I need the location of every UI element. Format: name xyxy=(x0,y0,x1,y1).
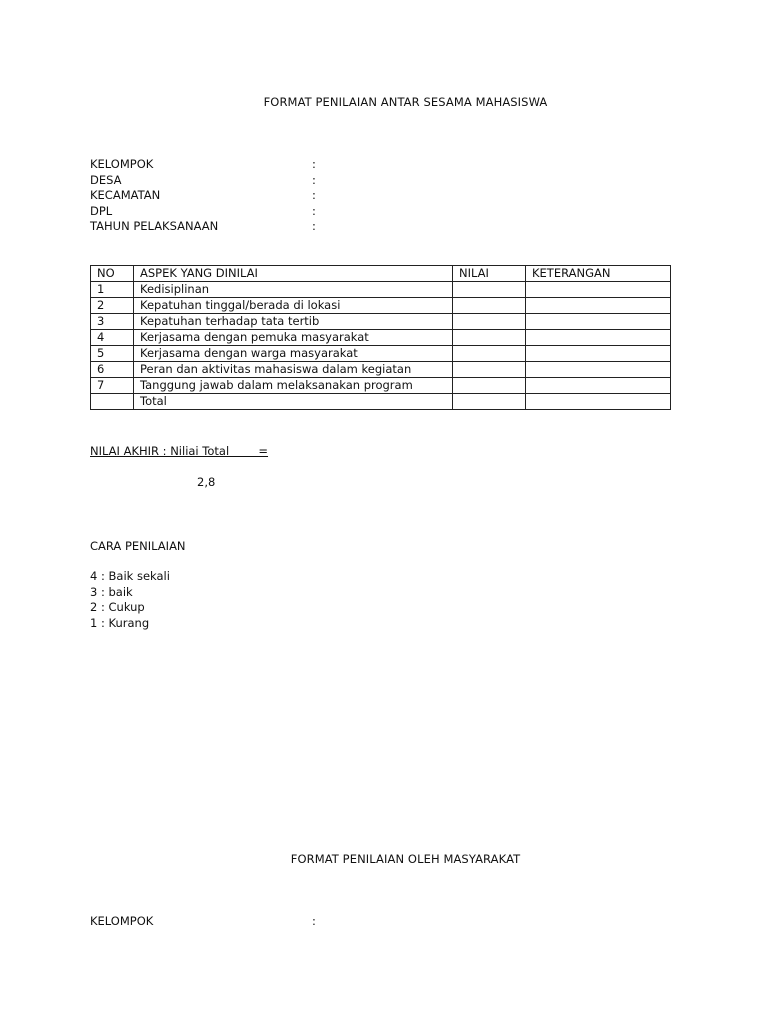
header-keterangan: KETERANGAN xyxy=(526,266,671,282)
field-label: DESA xyxy=(90,173,122,187)
scale-item: 2 : Cukup xyxy=(90,600,145,614)
cell-nilai[interactable] xyxy=(453,282,526,298)
cell-nilai[interactable] xyxy=(453,330,526,346)
field-colon: : xyxy=(312,914,316,928)
cell-total-label: Total xyxy=(134,394,453,410)
cell-aspek: Kedisiplinan xyxy=(134,282,453,298)
field-kecamatan xyxy=(90,188,350,204)
table-row xyxy=(91,330,671,346)
cell-total-nilai[interactable] xyxy=(453,394,526,410)
cell-nilai[interactable] xyxy=(453,378,526,394)
header-nilai: NILAI xyxy=(453,266,526,282)
cell-aspek: Kepatuhan tinggal/berada di lokasi xyxy=(134,298,453,314)
cell-no: 3 xyxy=(91,314,134,330)
field-desa xyxy=(90,173,350,189)
field-label: DPL xyxy=(90,204,113,218)
cell-nilai[interactable] xyxy=(453,362,526,378)
nilai-akhir-formula: NILAI AKHIR : Niliai Total = xyxy=(90,444,269,458)
table-row xyxy=(91,282,671,298)
cell-total-keterangan[interactable] xyxy=(526,394,671,410)
field-colon: : xyxy=(312,173,316,187)
cell-aspek: Kepatuhan terhadap tata tertib xyxy=(134,314,453,330)
assessment-table xyxy=(90,265,671,410)
cell-aspek: Kerjasama dengan warga masyarakat xyxy=(134,346,453,362)
scale-list xyxy=(90,569,170,631)
cell-keterangan[interactable] xyxy=(526,362,671,378)
cell-keterangan[interactable] xyxy=(526,314,671,330)
table-header-row xyxy=(91,266,671,282)
field-kelompok-2 xyxy=(90,914,350,930)
field-label: KECAMATAN xyxy=(90,188,161,202)
cell-keterangan[interactable] xyxy=(526,346,671,362)
table-row xyxy=(91,314,671,330)
cell-no: 1 xyxy=(91,282,134,298)
cell-no xyxy=(91,394,134,410)
header-no: NO xyxy=(91,266,134,282)
field-dpl xyxy=(90,204,350,220)
scale-item: 1 : Kurang xyxy=(90,615,150,630)
nilai-akhir-value: 2,8 xyxy=(197,475,216,489)
section1-title: FORMAT PENILAIAN ANTAR SESAMA MAHASISWA xyxy=(263,95,548,109)
table-row xyxy=(91,346,671,362)
cell-keterangan[interactable] xyxy=(526,282,671,298)
field-colon: : xyxy=(312,219,316,233)
field-label: KELOMPOK xyxy=(90,914,154,928)
scale-item: 4 : Baik sekali xyxy=(90,569,170,583)
field-colon: : xyxy=(312,204,316,218)
cell-no: 4 xyxy=(91,330,134,346)
cell-keterangan[interactable] xyxy=(526,330,671,346)
table-row xyxy=(91,378,671,394)
field-tahun-pelaksanaan xyxy=(90,219,350,235)
cell-no: 5 xyxy=(91,346,134,362)
table-row xyxy=(91,362,671,378)
header-aspek: ASPEK YANG DINILAI xyxy=(134,266,453,282)
cell-nilai[interactable] xyxy=(453,314,526,330)
section2-title: FORMAT PENILAIAN OLEH MASYARAKAT xyxy=(290,852,521,866)
field-label: TAHUN PELAKSANAAN xyxy=(90,219,219,233)
cell-no: 6 xyxy=(91,362,134,378)
cell-aspek: Kerjasama dengan pemuka masyarakat xyxy=(134,330,453,346)
cell-aspek: Peran dan aktivitas mahasiswa dalam kegiatan xyxy=(134,362,453,378)
cara-penilaian-heading: CARA PENILAIAN xyxy=(90,539,186,553)
scale-item: 3 : baik xyxy=(90,584,133,599)
cell-nilai[interactable] xyxy=(453,298,526,314)
cell-keterangan[interactable] xyxy=(526,378,671,394)
field-kelompok xyxy=(90,157,350,173)
cell-aspek: Tanggung jawab dalam melaksanakan program xyxy=(134,378,453,394)
cell-nilai[interactable] xyxy=(453,346,526,362)
cell-keterangan[interactable] xyxy=(526,298,671,314)
field-colon: : xyxy=(312,188,316,202)
cell-no: 7 xyxy=(91,378,134,394)
field-label: KELOMPOK xyxy=(90,157,154,171)
table-total-row xyxy=(91,394,671,410)
cell-no: 2 xyxy=(91,298,134,314)
table-row xyxy=(91,298,671,314)
field-colon: : xyxy=(312,157,316,171)
